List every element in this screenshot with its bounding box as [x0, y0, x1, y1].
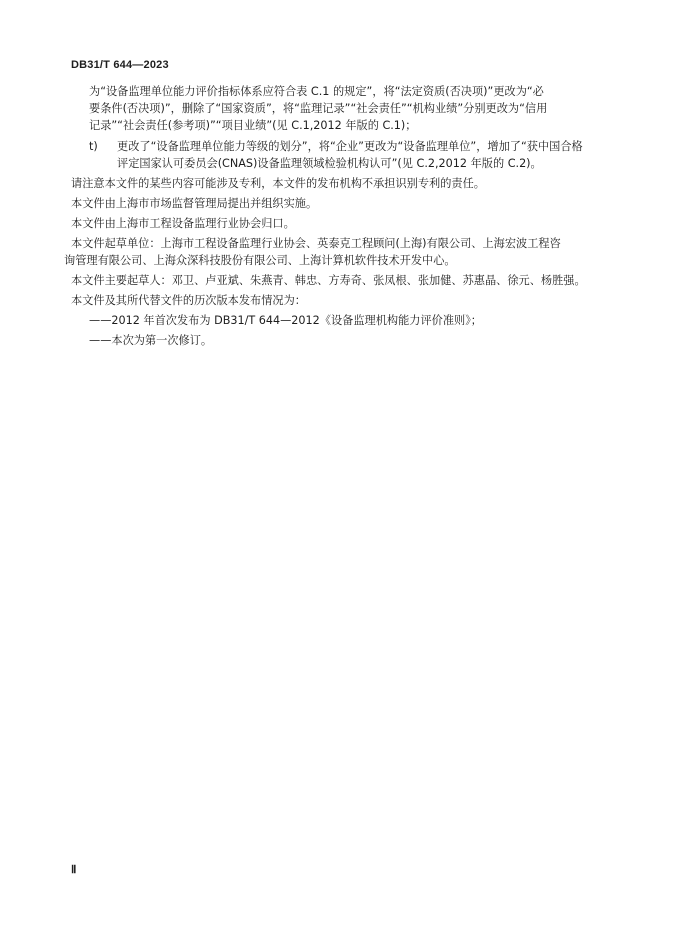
paragraph-line: ——本次为第一次修订。 — [89, 334, 213, 347]
item-line: 记录”“社会责任(参考项)”“项目业绩”(见 C.1,2012 年版的 C.1)； — [89, 119, 417, 132]
document-id: DB31/T 644—2023 — [71, 59, 169, 71]
paragraph-line: 本文件起草单位：上海市工程设备监理行业协会、英泰克工程顾问(上海)有限公司、上海宏波工程咨 — [71, 237, 561, 250]
paragraph-line: 请注意本文件的某些内容可能涉及专利，本文件的发布机构不承担识别专利的责任。 — [71, 177, 485, 190]
item-marker: t) — [89, 140, 98, 153]
item-line: 更改了“设备监理单位能力等级的划分”，将“企业”更改为“设备监理单位”，增加了“获中国合格 — [117, 140, 583, 153]
paragraph-line: 询管理有限公司、上海众深科技股份有限公司、上海计算机软件技术开发中心。 — [64, 254, 456, 267]
paragraph-line: 本文件由上海市市场监督管理局提出并组织实施。 — [71, 197, 318, 210]
item-line: 评定国家认可委员会(CNAS)设备监理领域检验机构认可”(见 C.2,2012 年版的 C.2)。 — [117, 157, 542, 170]
paragraph-line: 本文件及其所代替文件的历次版本发布情况为： — [71, 294, 306, 307]
paragraph-line: 本文件由上海市工程设备监理行业协会归口。 — [71, 217, 295, 230]
item-line: 要条件(否决项)”，删除了“国家资质”，将“监理记录”“社会责任”“机构业绩”分别更改为“信用 — [89, 102, 548, 115]
paragraph-line: ——2012 年首次发布为 DB31/T 644—2012《设备监理机构能力评价准则》； — [89, 314, 482, 327]
item-line: 为“设备监理单位能力评价指标体系应符合表 C.1 的规定”，将“法定资质(否决项)”更改为“必 — [89, 85, 544, 98]
paragraph-line: 本文件主要起草人：邓卫、卢亚斌、朱燕青、韩忠、方寿奇、张凤根、张加健、苏惠晶、徐元、杨胜强。 — [71, 274, 586, 287]
page-number: Ⅱ — [71, 864, 77, 876]
